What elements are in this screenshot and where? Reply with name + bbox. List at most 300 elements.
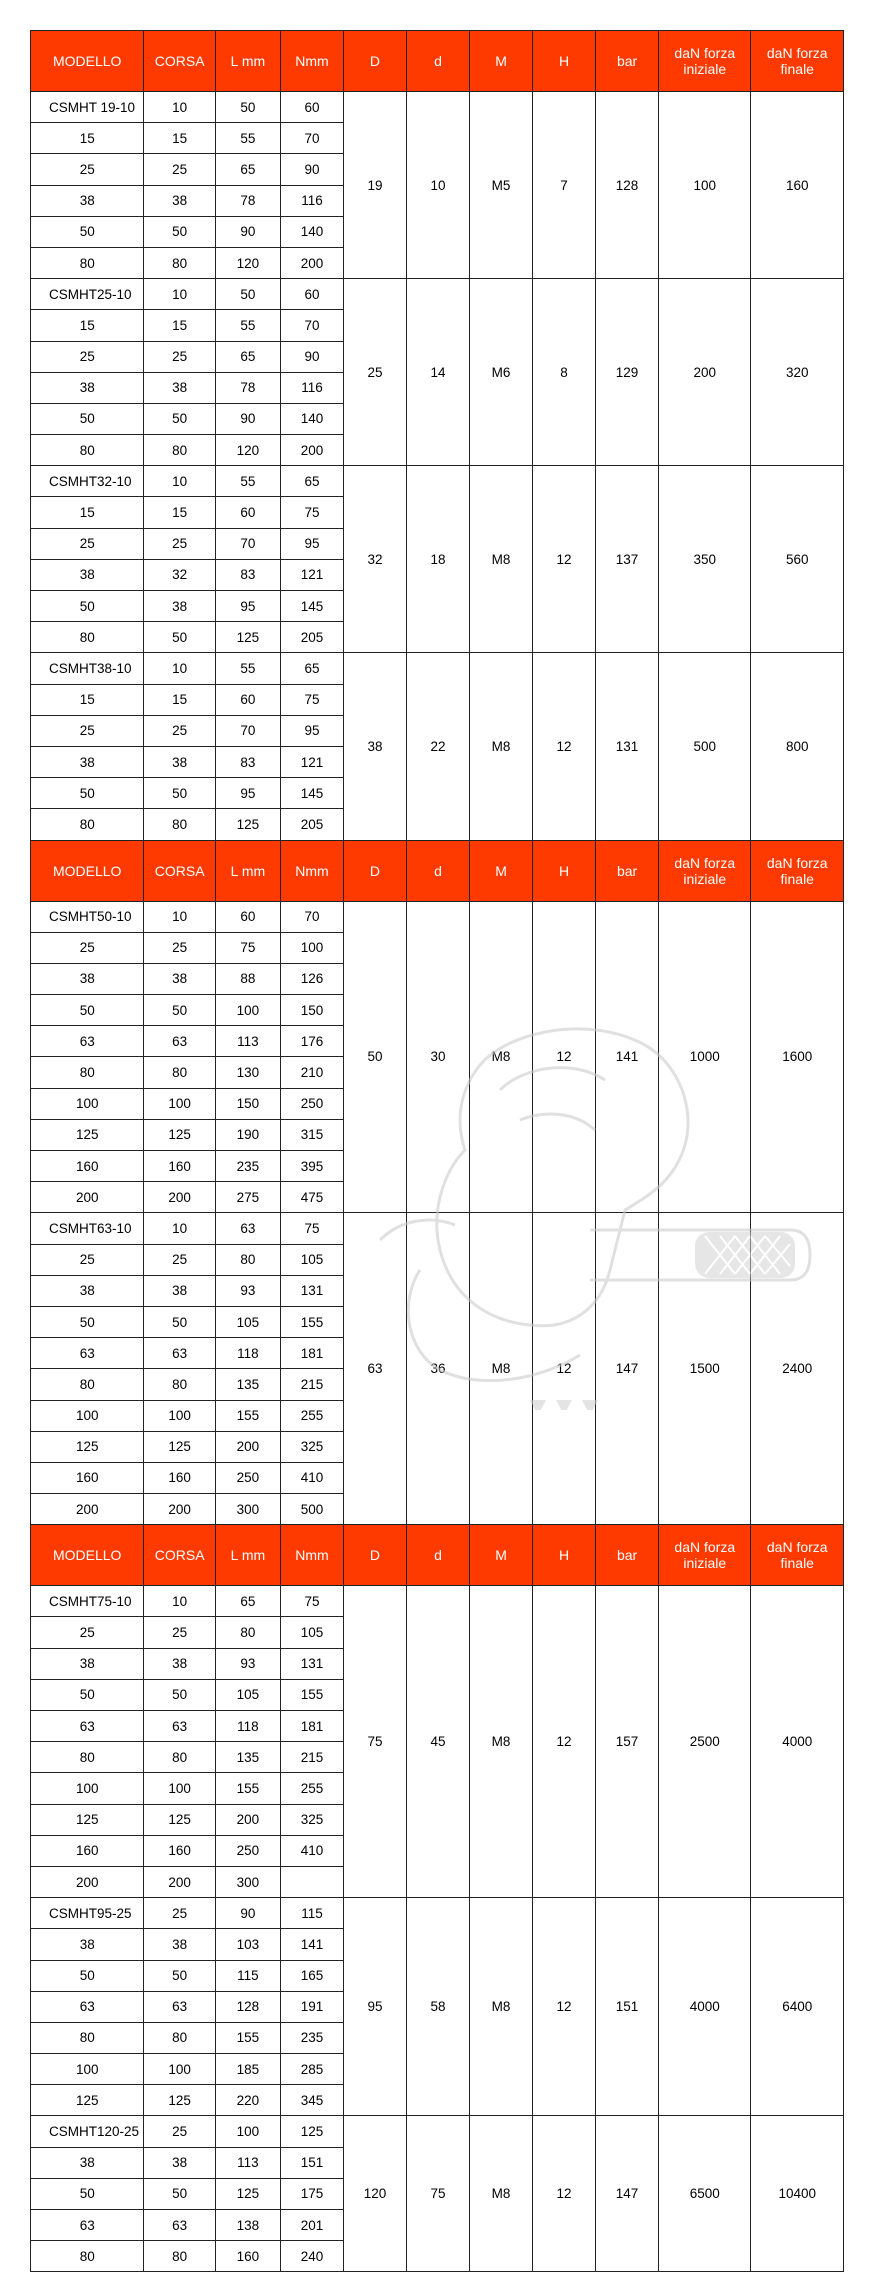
header-force-initial: daN forza iniziale [659, 31, 751, 92]
modello-cell: 38 [31, 1929, 144, 1960]
modello-cell: 25 [31, 1244, 144, 1275]
l-mm-cell: 118 [215, 1711, 280, 1742]
d-diameter-cell: 38 [343, 653, 406, 840]
nmm-cell: 285 [280, 2054, 343, 2085]
bar-cell: 147 [596, 1213, 659, 1525]
nmm-cell: 475 [280, 1182, 343, 1213]
nmm-cell: 240 [280, 2241, 343, 2272]
bar-cell: 157 [596, 1586, 659, 1898]
corsa-cell: 125 [144, 1431, 215, 1462]
modello-cell: 100 [31, 1088, 144, 1119]
nmm-cell: 95 [280, 528, 343, 559]
nmm-cell: 70 [280, 123, 343, 154]
force-final-cell: 320 [751, 279, 844, 466]
h-cell: 12 [533, 1898, 596, 2116]
force-initial-cell: 2500 [659, 1586, 751, 1898]
header-corsa: CORSA [144, 1525, 215, 1586]
h-cell: 12 [533, 653, 596, 840]
corsa-cell: 38 [144, 185, 215, 216]
d-diameter-cell: 75 [343, 1586, 406, 1898]
nmm-cell: 75 [280, 497, 343, 528]
nmm-cell: 410 [280, 1835, 343, 1866]
d-diameter-cell: 25 [343, 279, 406, 466]
l-mm-cell: 113 [215, 2147, 280, 2178]
corsa-cell: 50 [144, 1960, 215, 1991]
l-mm-cell: 113 [215, 1026, 280, 1057]
corsa-cell: 38 [144, 746, 215, 777]
modello-cell: CSMHT75-10 [31, 1586, 144, 1617]
modello-cell: 15 [31, 684, 144, 715]
m-thread-cell: M8 [470, 2116, 533, 2272]
force-final-cell: 2400 [751, 1213, 844, 1525]
nmm-cell: 60 [280, 279, 343, 310]
l-mm-cell: 60 [215, 901, 280, 932]
modello-cell: 50 [31, 778, 144, 809]
modello-cell: 15 [31, 310, 144, 341]
nmm-cell: 65 [280, 653, 343, 684]
l-mm-cell: 80 [215, 1617, 280, 1648]
modello-cell: 100 [31, 1400, 144, 1431]
header-m-thread: M [470, 31, 533, 92]
l-mm-cell: 128 [215, 1991, 280, 2022]
corsa-cell: 25 [144, 154, 215, 185]
l-mm-cell: 155 [215, 2022, 280, 2053]
table-row [31, 279, 844, 310]
l-mm-cell: 50 [215, 279, 280, 310]
modello-cell: 25 [31, 1617, 144, 1648]
nmm-cell: 75 [280, 1213, 343, 1244]
nmm-cell: 395 [280, 1151, 343, 1182]
modello-cell: 38 [31, 963, 144, 994]
corsa-cell: 38 [144, 1275, 215, 1306]
l-mm-cell: 115 [215, 1960, 280, 1991]
modello-cell: 15 [31, 497, 144, 528]
header-nmm: Nmm [280, 1525, 343, 1586]
l-mm-cell: 55 [215, 310, 280, 341]
modello-cell: 38 [31, 2147, 144, 2178]
corsa-cell: 38 [144, 591, 215, 622]
header-force-final: daN forza finale [751, 1525, 844, 1586]
d-rod-cell: 75 [407, 2116, 470, 2272]
corsa-cell: 80 [144, 809, 215, 840]
corsa-cell: 25 [144, 932, 215, 963]
header-force-initial: daN forza iniziale [659, 840, 751, 901]
nmm-cell: 145 [280, 591, 343, 622]
modello-cell: CSMHT32-10 [31, 466, 144, 497]
nmm-cell: 140 [280, 216, 343, 247]
l-mm-cell: 90 [215, 1898, 280, 1929]
header-m-thread: M [470, 840, 533, 901]
modello-cell: 160 [31, 1835, 144, 1866]
corsa-cell: 100 [144, 1400, 215, 1431]
corsa-cell: 125 [144, 1119, 215, 1150]
corsa-cell: 100 [144, 1088, 215, 1119]
nmm-cell: 200 [280, 247, 343, 278]
l-mm-cell: 63 [215, 1213, 280, 1244]
corsa-cell: 80 [144, 435, 215, 466]
modello-cell: 63 [31, 1991, 144, 2022]
nmm-cell: 215 [280, 1742, 343, 1773]
modello-cell: 38 [31, 372, 144, 403]
bar-cell: 128 [596, 92, 659, 279]
l-mm-cell: 50 [215, 92, 280, 123]
modello-cell: 38 [31, 746, 144, 777]
header-l-mm: L mm [215, 31, 280, 92]
nmm-cell: 121 [280, 746, 343, 777]
corsa-cell: 200 [144, 1182, 215, 1213]
nmm-cell: 255 [280, 1773, 343, 1804]
l-mm-cell: 190 [215, 1119, 280, 1150]
force-initial-cell: 200 [659, 279, 751, 466]
h-cell: 12 [533, 901, 596, 1213]
modello-cell: 50 [31, 1679, 144, 1710]
corsa-cell: 100 [144, 1773, 215, 1804]
corsa-cell: 50 [144, 2178, 215, 2209]
nmm-cell: 200 [280, 435, 343, 466]
nmm-cell [280, 1866, 343, 1897]
l-mm-cell: 100 [215, 995, 280, 1026]
header-l-mm: L mm [215, 1525, 280, 1586]
d-rod-cell: 45 [407, 1586, 470, 1898]
nmm-cell: 105 [280, 1244, 343, 1275]
nmm-cell: 126 [280, 963, 343, 994]
l-mm-cell: 275 [215, 1182, 280, 1213]
header-bar: bar [596, 1525, 659, 1586]
d-rod-cell: 36 [407, 1213, 470, 1525]
modello-cell: 80 [31, 622, 144, 653]
corsa-cell: 25 [144, 1898, 215, 1929]
modello-cell: 200 [31, 1182, 144, 1213]
modello-cell: 80 [31, 2022, 144, 2053]
l-mm-cell: 70 [215, 528, 280, 559]
d-diameter-cell: 120 [343, 2116, 406, 2272]
corsa-cell: 100 [144, 2054, 215, 2085]
header-h: H [533, 840, 596, 901]
corsa-cell: 80 [144, 1057, 215, 1088]
header-force-initial: daN forza iniziale [659, 1525, 751, 1586]
modello-cell: 50 [31, 403, 144, 434]
l-mm-cell: 125 [215, 622, 280, 653]
modello-cell: 50 [31, 1960, 144, 1991]
header-d-rod: d [407, 1525, 470, 1586]
header-h: H [533, 1525, 596, 1586]
nmm-cell: 60 [280, 92, 343, 123]
force-initial-cell: 1500 [659, 1213, 751, 1525]
m-thread-cell: M8 [470, 466, 533, 653]
corsa-cell: 10 [144, 466, 215, 497]
modello-cell: CSMHT38-10 [31, 653, 144, 684]
force-initial-cell: 350 [659, 466, 751, 653]
nmm-cell: 250 [280, 1088, 343, 1119]
corsa-cell: 15 [144, 684, 215, 715]
nmm-cell: 151 [280, 2147, 343, 2178]
modello-cell: 100 [31, 2054, 144, 2085]
specifications-table [30, 30, 844, 2272]
modello-cell: 63 [31, 1026, 144, 1057]
l-mm-cell: 235 [215, 1151, 280, 1182]
bar-cell: 137 [596, 466, 659, 653]
corsa-cell: 15 [144, 310, 215, 341]
modello-cell: 125 [31, 1804, 144, 1835]
modello-cell: 80 [31, 247, 144, 278]
d-rod-cell: 10 [407, 92, 470, 279]
bar-cell: 131 [596, 653, 659, 840]
table-header-row [31, 31, 844, 92]
m-thread-cell: M8 [470, 1898, 533, 2116]
l-mm-cell: 200 [215, 1431, 280, 1462]
nmm-cell: 116 [280, 372, 343, 403]
force-initial-cell: 1000 [659, 901, 751, 1213]
modello-cell: 25 [31, 341, 144, 372]
nmm-cell: 210 [280, 1057, 343, 1088]
modello-cell: 80 [31, 435, 144, 466]
l-mm-cell: 65 [215, 1586, 280, 1617]
modello-cell: 63 [31, 1711, 144, 1742]
table-row [31, 92, 844, 123]
corsa-cell: 80 [144, 247, 215, 278]
corsa-cell: 32 [144, 559, 215, 590]
nmm-cell: 325 [280, 1431, 343, 1462]
l-mm-cell: 155 [215, 1773, 280, 1804]
m-thread-cell: M6 [470, 279, 533, 466]
nmm-cell: 75 [280, 1586, 343, 1617]
bar-cell: 141 [596, 901, 659, 1213]
table-row [31, 2116, 844, 2147]
corsa-cell: 160 [144, 1462, 215, 1493]
l-mm-cell: 125 [215, 2178, 280, 2209]
l-mm-cell: 155 [215, 1400, 280, 1431]
d-diameter-cell: 32 [343, 466, 406, 653]
l-mm-cell: 65 [215, 341, 280, 372]
m-thread-cell: M8 [470, 1213, 533, 1525]
nmm-cell: 315 [280, 1119, 343, 1150]
table-row [31, 466, 844, 497]
corsa-cell: 50 [144, 1679, 215, 1710]
modello-cell: 125 [31, 1431, 144, 1462]
force-initial-cell: 6500 [659, 2116, 751, 2272]
nmm-cell: 141 [280, 1929, 343, 1960]
l-mm-cell: 105 [215, 1306, 280, 1337]
header-d-rod: d [407, 840, 470, 901]
nmm-cell: 145 [280, 778, 343, 809]
table-row [31, 1898, 844, 1929]
nmm-cell: 191 [280, 1991, 343, 2022]
d-rod-cell: 58 [407, 1898, 470, 2116]
l-mm-cell: 83 [215, 559, 280, 590]
bar-cell: 129 [596, 279, 659, 466]
modello-cell: CSMHT63-10 [31, 1213, 144, 1244]
corsa-cell: 50 [144, 995, 215, 1026]
table-header-row [31, 840, 844, 901]
modello-cell: 50 [31, 591, 144, 622]
corsa-cell: 80 [144, 1369, 215, 1400]
l-mm-cell: 120 [215, 247, 280, 278]
modello-cell: 200 [31, 1866, 144, 1897]
modello-cell: 160 [31, 1151, 144, 1182]
corsa-cell: 50 [144, 216, 215, 247]
modello-cell: CSMHT120-25 [31, 2116, 144, 2147]
l-mm-cell: 88 [215, 963, 280, 994]
l-mm-cell: 90 [215, 216, 280, 247]
corsa-cell: 160 [144, 1151, 215, 1182]
nmm-cell: 181 [280, 1338, 343, 1369]
bar-cell: 147 [596, 2116, 659, 2272]
h-cell: 12 [533, 2116, 596, 2272]
nmm-cell: 116 [280, 185, 343, 216]
corsa-cell: 10 [144, 653, 215, 684]
nmm-cell: 205 [280, 622, 343, 653]
l-mm-cell: 300 [215, 1866, 280, 1897]
l-mm-cell: 250 [215, 1462, 280, 1493]
header-force-final: daN forza finale [751, 31, 844, 92]
corsa-cell: 160 [144, 1835, 215, 1866]
nmm-cell: 131 [280, 1275, 343, 1306]
nmm-cell: 90 [280, 154, 343, 185]
force-final-cell: 10400 [751, 2116, 844, 2272]
nmm-cell: 70 [280, 901, 343, 932]
h-cell: 12 [533, 1213, 596, 1525]
modello-cell: 100 [31, 1773, 144, 1804]
l-mm-cell: 135 [215, 1742, 280, 1773]
force-initial-cell: 4000 [659, 1898, 751, 2116]
d-rod-cell: 22 [407, 653, 470, 840]
l-mm-cell: 75 [215, 932, 280, 963]
h-cell: 12 [533, 466, 596, 653]
force-final-cell: 1600 [751, 901, 844, 1213]
nmm-cell: 115 [280, 1898, 343, 1929]
modello-cell: 50 [31, 1306, 144, 1337]
modello-cell: 80 [31, 1369, 144, 1400]
nmm-cell: 165 [280, 1960, 343, 1991]
nmm-cell: 255 [280, 1400, 343, 1431]
force-initial-cell: 500 [659, 653, 751, 840]
modello-cell: 50 [31, 2178, 144, 2209]
m-thread-cell: M8 [470, 1586, 533, 1898]
force-final-cell: 800 [751, 653, 844, 840]
nmm-cell: 131 [280, 1648, 343, 1679]
l-mm-cell: 138 [215, 2210, 280, 2241]
header-h: H [533, 31, 596, 92]
nmm-cell: 176 [280, 1026, 343, 1057]
header-bar: bar [596, 840, 659, 901]
header-corsa: CORSA [144, 31, 215, 92]
h-cell: 12 [533, 1586, 596, 1898]
l-mm-cell: 150 [215, 1088, 280, 1119]
corsa-cell: 63 [144, 1338, 215, 1369]
h-cell: 7 [533, 92, 596, 279]
nmm-cell: 65 [280, 466, 343, 497]
nmm-cell: 100 [280, 932, 343, 963]
nmm-cell: 235 [280, 2022, 343, 2053]
l-mm-cell: 70 [215, 715, 280, 746]
corsa-cell: 25 [144, 715, 215, 746]
l-mm-cell: 60 [215, 497, 280, 528]
corsa-cell: 200 [144, 1866, 215, 1897]
modello-cell: 25 [31, 932, 144, 963]
header-bar: bar [596, 31, 659, 92]
l-mm-cell: 55 [215, 123, 280, 154]
d-diameter-cell: 50 [343, 901, 406, 1213]
corsa-cell: 38 [144, 963, 215, 994]
modello-cell: CSMHT25-10 [31, 279, 144, 310]
corsa-cell: 15 [144, 497, 215, 528]
corsa-cell: 10 [144, 92, 215, 123]
corsa-cell: 25 [144, 528, 215, 559]
modello-cell: 125 [31, 1119, 144, 1150]
nmm-cell: 121 [280, 559, 343, 590]
corsa-cell: 38 [144, 2147, 215, 2178]
l-mm-cell: 80 [215, 1244, 280, 1275]
header-force-final: daN forza finale [751, 840, 844, 901]
d-diameter-cell: 63 [343, 1213, 406, 1525]
corsa-cell: 80 [144, 2022, 215, 2053]
corsa-cell: 15 [144, 123, 215, 154]
l-mm-cell: 105 [215, 1679, 280, 1710]
corsa-cell: 50 [144, 622, 215, 653]
modello-cell: CSMHT50-10 [31, 901, 144, 932]
modello-cell: 125 [31, 2085, 144, 2116]
modello-cell: 200 [31, 1494, 144, 1525]
corsa-cell: 10 [144, 1213, 215, 1244]
l-mm-cell: 65 [215, 154, 280, 185]
nmm-cell: 215 [280, 1369, 343, 1400]
corsa-cell: 25 [144, 1617, 215, 1648]
nmm-cell: 95 [280, 715, 343, 746]
header-nmm: Nmm [280, 840, 343, 901]
corsa-cell: 125 [144, 1804, 215, 1835]
corsa-cell: 10 [144, 901, 215, 932]
table-row [31, 1586, 844, 1617]
bar-cell: 151 [596, 1898, 659, 2116]
nmm-cell: 125 [280, 2116, 343, 2147]
corsa-cell: 80 [144, 2241, 215, 2272]
nmm-cell: 205 [280, 809, 343, 840]
m-thread-cell: M8 [470, 901, 533, 1213]
modello-cell: 38 [31, 1648, 144, 1679]
modello-cell: 80 [31, 1057, 144, 1088]
corsa-cell: 50 [144, 1306, 215, 1337]
l-mm-cell: 95 [215, 778, 280, 809]
nmm-cell: 75 [280, 684, 343, 715]
header-modello: MODELLO [31, 31, 144, 92]
modello-cell: CSMHT 19-10 [31, 92, 144, 123]
corsa-cell: 63 [144, 1711, 215, 1742]
corsa-cell: 63 [144, 1991, 215, 2022]
nmm-cell: 325 [280, 1804, 343, 1835]
l-mm-cell: 55 [215, 466, 280, 497]
corsa-cell: 63 [144, 1026, 215, 1057]
l-mm-cell: 78 [215, 372, 280, 403]
table-row [31, 653, 844, 684]
header-modello: MODELLO [31, 840, 144, 901]
l-mm-cell: 93 [215, 1648, 280, 1679]
h-cell: 8 [533, 279, 596, 466]
nmm-cell: 155 [280, 1306, 343, 1337]
corsa-cell: 200 [144, 1494, 215, 1525]
l-mm-cell: 200 [215, 1804, 280, 1835]
l-mm-cell: 250 [215, 1835, 280, 1866]
l-mm-cell: 120 [215, 435, 280, 466]
corsa-cell: 10 [144, 279, 215, 310]
modello-cell: 50 [31, 995, 144, 1026]
force-initial-cell: 100 [659, 92, 751, 279]
m-thread-cell: M5 [470, 92, 533, 279]
header-nmm: Nmm [280, 31, 343, 92]
corsa-cell: 63 [144, 2210, 215, 2241]
header-modello: MODELLO [31, 1525, 144, 1586]
nmm-cell: 90 [280, 341, 343, 372]
modello-cell: 25 [31, 715, 144, 746]
